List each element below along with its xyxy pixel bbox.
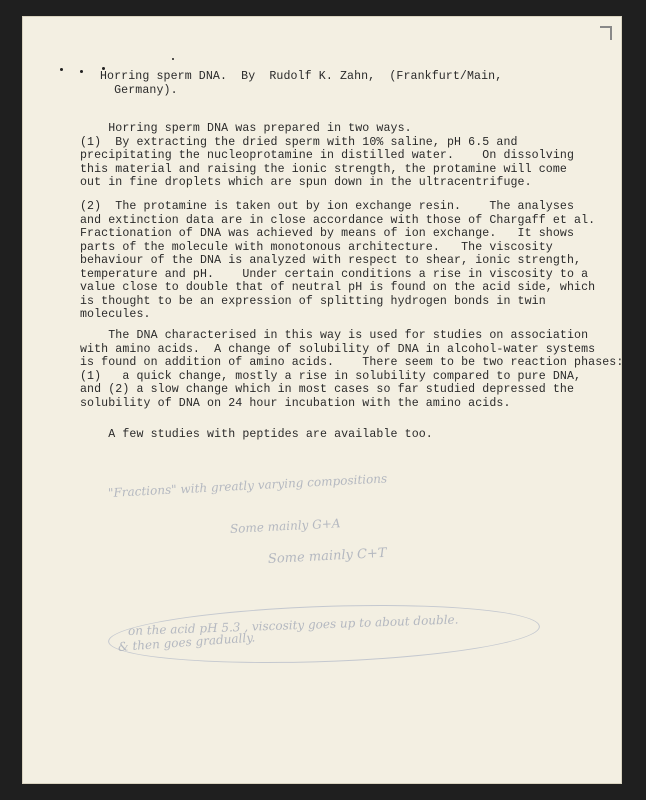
dot-mark xyxy=(60,68,63,71)
paragraph-3 xyxy=(80,329,623,410)
text-line: value close to double that of neutral pH is found on the acid side, which xyxy=(80,281,596,294)
text-line: and (2) a slow change which in most cases so far studied depressed the xyxy=(80,383,575,396)
text-line: (1) a quick change, mostly a rise in solubility compared to pure DNA, xyxy=(80,369,582,383)
text-line: precipitating the nucleoprotamine in distilled water. On dissolving xyxy=(80,149,575,162)
handwritten-note-5: & then goes gradually. xyxy=(117,630,256,654)
text-line: this material and raising the ionic strength, the protamine will come xyxy=(80,162,567,176)
text-line: parts of the molecule with monotonous architecture. The viscosity xyxy=(80,240,553,254)
text-line: behaviour of the DNA is analyzed with respect to shear, ionic strength, xyxy=(80,254,582,267)
text-line: solubility of DNA on 24 hour incubation with the amino acids. xyxy=(80,396,511,410)
text-line: (2) The protamine is taken out by ion exchange resin. The analyses xyxy=(80,200,575,213)
text-line: The DNA characterised in this way is used for studies on association xyxy=(80,329,589,342)
text-line: temperature and pH. Under certain conditions a rise in viscosity to a xyxy=(80,267,589,281)
text-line: and extinction data are in close accordance with those of Chargaff et al. xyxy=(80,213,596,227)
text-line: out in fine droplets which are spun down in the ultracentrifuge. xyxy=(80,176,532,189)
document-title xyxy=(100,70,502,97)
handwritten-note-3: Some mainly C+T xyxy=(267,545,387,567)
dot-mark xyxy=(80,70,83,73)
paragraph-2 xyxy=(80,200,595,322)
title-line: Horring sperm DNA. By Rudolf K. Zahn, (Frankfurt/Main, xyxy=(100,70,503,83)
text-line: is found on addition of amino acids. There seem to be two reaction phases: xyxy=(80,356,624,369)
corner-bracket-mark xyxy=(600,26,612,40)
text-line: Fractionation of DNA was achieved by means of ion exchange. It shows xyxy=(80,227,575,240)
handwritten-note-4: on the acid pH 5.3 , viscosity goes up to about double. xyxy=(127,612,459,638)
title-line: Germany). xyxy=(100,83,178,97)
paragraph-1 xyxy=(80,122,574,190)
text-line: A few studies with peptides are available too. xyxy=(80,428,433,441)
text-line: is thought to be an expression of splitting hydrogen bonds in twin xyxy=(80,294,546,308)
handwritten-note-2: Some mainly G+A xyxy=(229,516,341,536)
text-line: molecules. xyxy=(80,308,151,321)
text-line: (1) By extracting the dried sperm with 10% saline, pH 6.5 and xyxy=(80,135,518,149)
paragraph-4 xyxy=(80,428,433,442)
text-line: with amino acids. A change of solubility of DNA in alcohol-water systems xyxy=(80,342,596,356)
text-line: Horring sperm DNA was prepared in two ways. xyxy=(80,122,412,135)
handwritten-note-1: "Fractions" with greatly varying compositions xyxy=(107,471,388,500)
dot-mark xyxy=(172,58,174,60)
